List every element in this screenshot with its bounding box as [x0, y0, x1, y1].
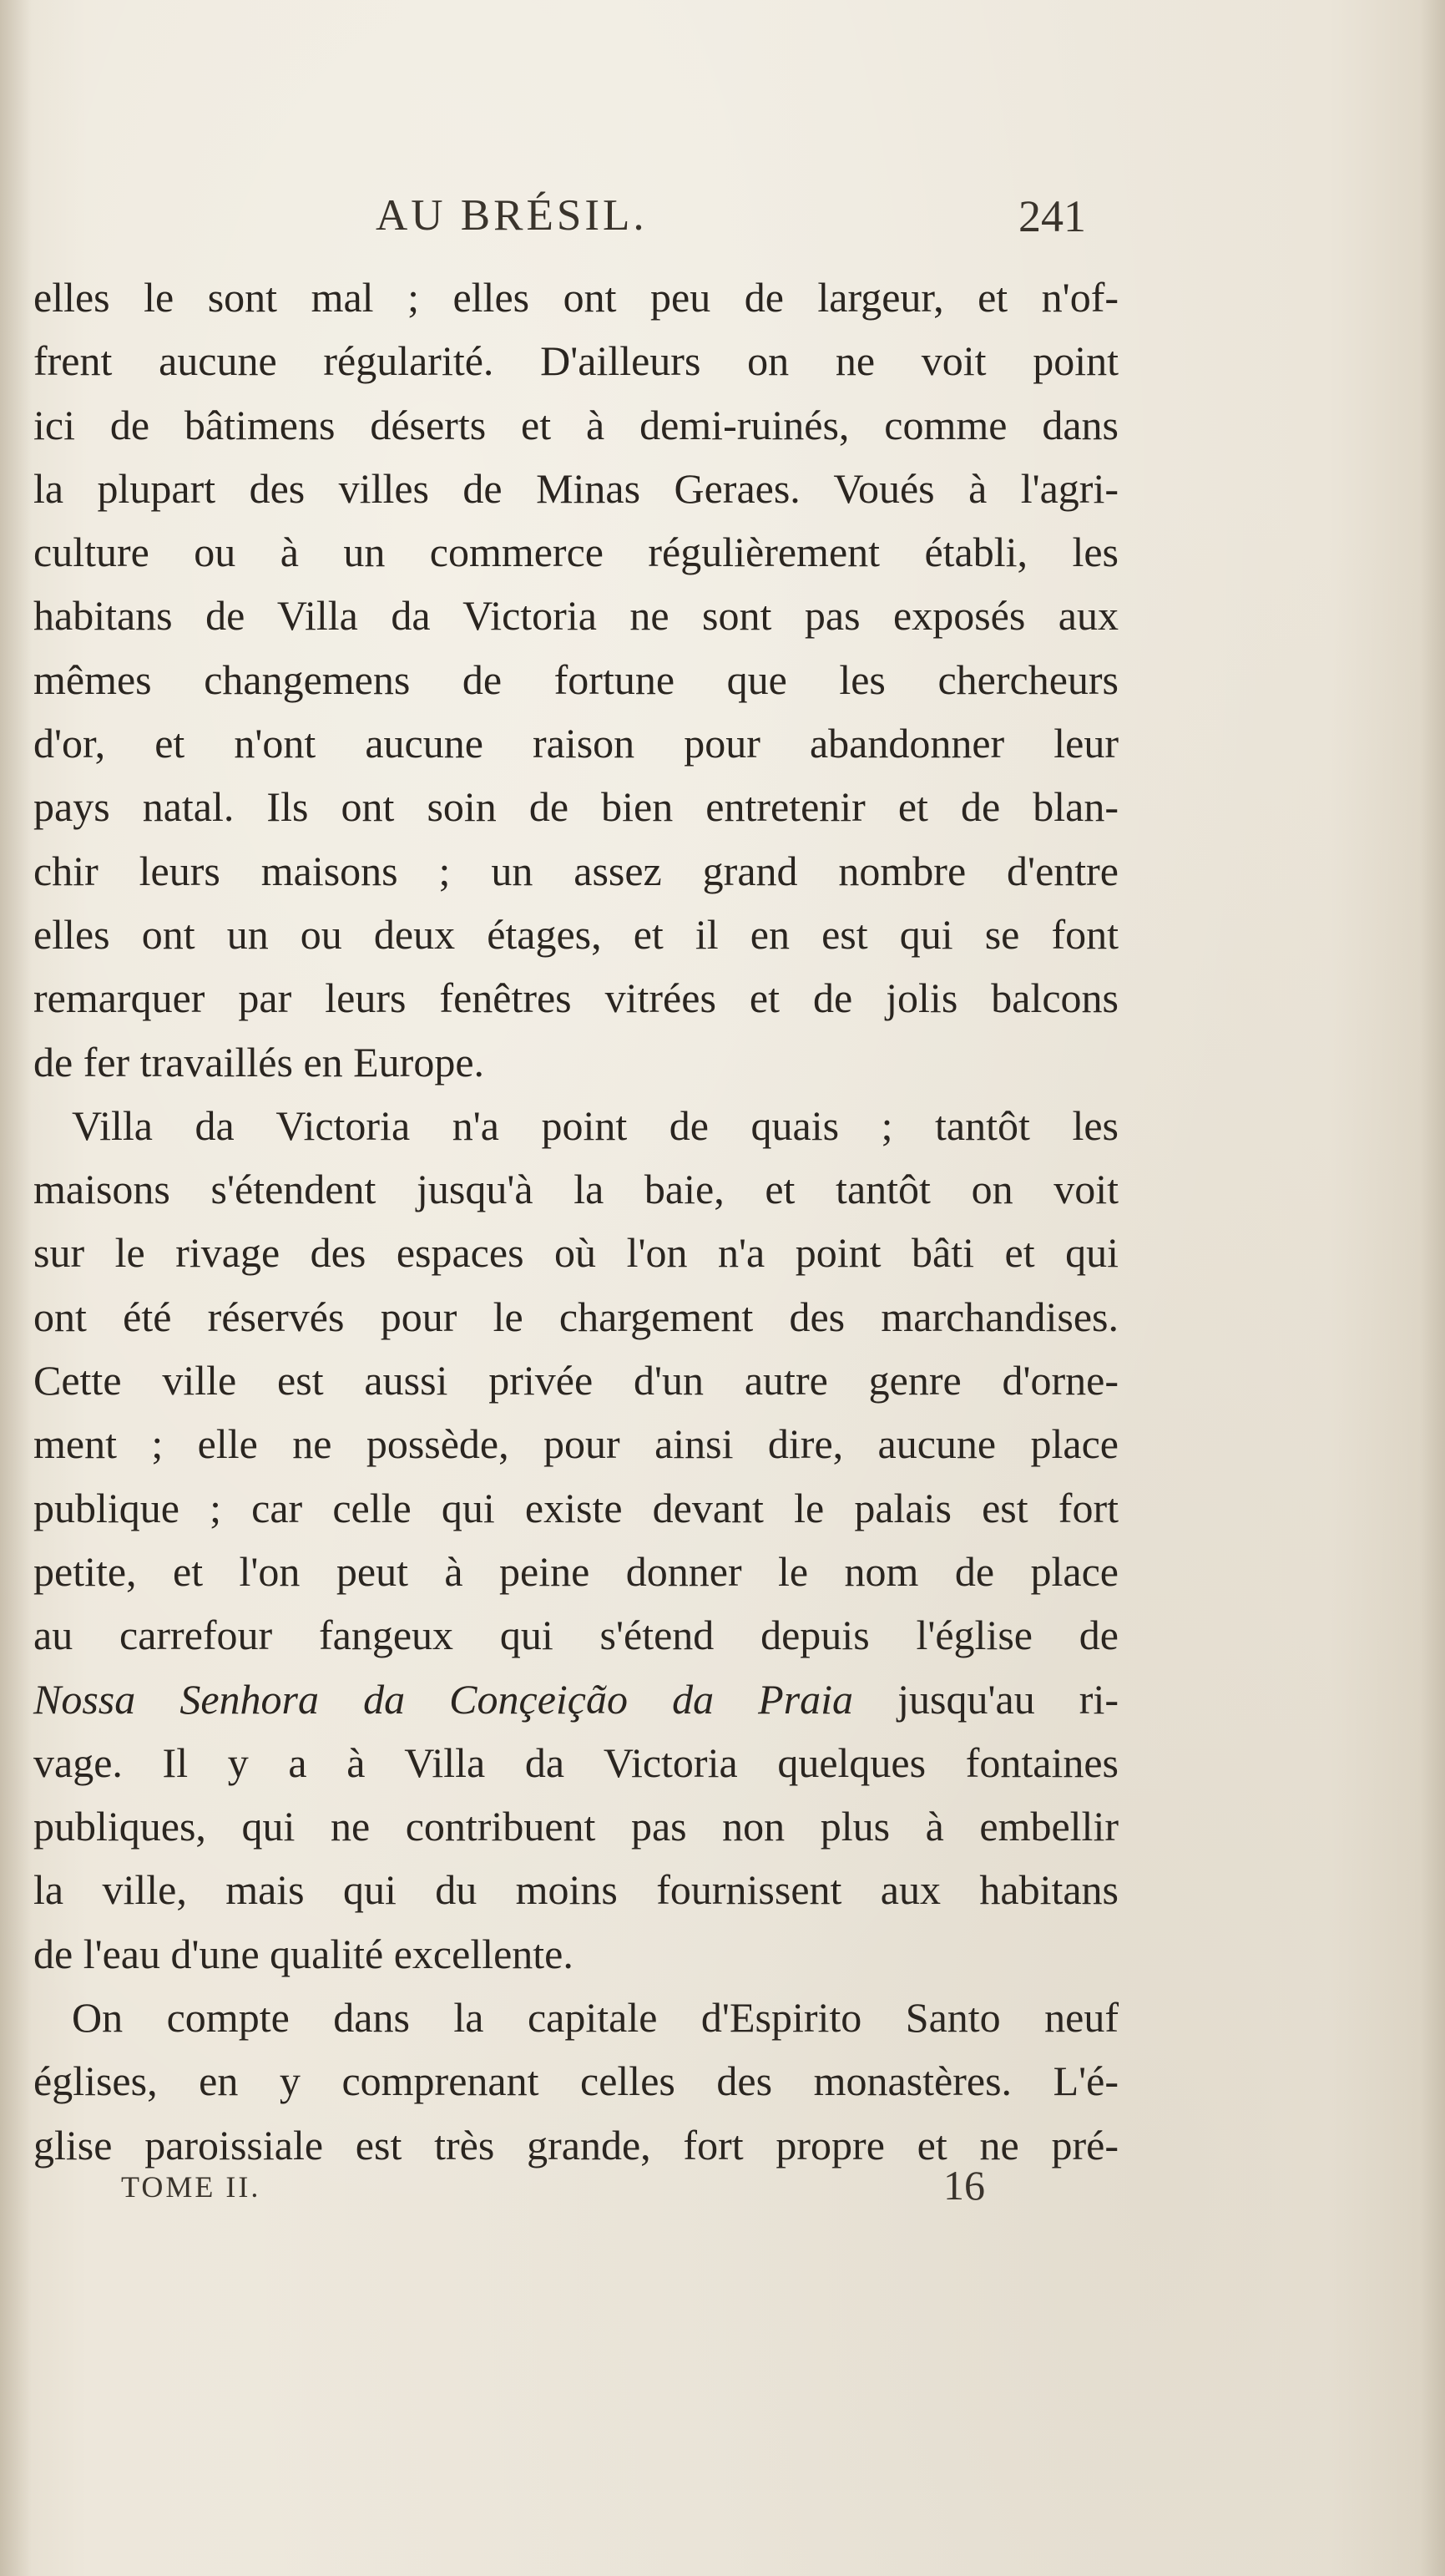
- text-line-paragraph-start: Villa da Victoria n'a point de quais ; tantôt les: [72, 1101, 1119, 1149]
- text-line: vage. Il y a à Villa da Victoria quelques fontaines: [33, 1738, 1119, 1786]
- text-line: elles ont un ou deux étages, et il en est qui se font: [33, 910, 1119, 958]
- page-number: 241: [1018, 191, 1086, 241]
- italic-church-name: Nossa Senhora da Conçeição da Praia: [33, 1675, 854, 1723]
- italic-line-rest: jusqu'au ri-: [853, 1675, 1119, 1723]
- text-line: petite, et l'on peut à peine donner le nom de place: [33, 1547, 1119, 1595]
- text-line: sur le rivage des espaces où l'on n'a point bâti et qui: [33, 1229, 1119, 1277]
- text-line: culture ou à un commerce régulièrement établi, les: [33, 529, 1119, 576]
- text-line: Cette ville est aussi privée d'un autre genre d'orne-: [33, 1357, 1119, 1404]
- text-line-with-italic: [33, 1668, 1119, 1731]
- text-line: d'or, et n'ont aucune raison pour abandonner leur: [33, 720, 1119, 767]
- text-line: la ville, mais qui du moins fournissent aux habitans: [33, 1866, 1119, 1914]
- text-line-paragraph-start: On compte dans la capitale d'Espirito Santo neuf: [72, 1994, 1119, 2042]
- signature-number: 16: [943, 2162, 985, 2209]
- text-line: habitans de Villa da Victoria ne sont pas exposés aux: [33, 592, 1119, 640]
- text-line: pays natal. Ils ont soin de bien entretenir et de blan-: [33, 783, 1119, 831]
- text-line-paragraph-end: de fer travaillés en Europe.: [33, 1038, 485, 1086]
- running-title: AU BRÉSIL.: [376, 191, 648, 240]
- text-line: elles le sont mal ; elles ont peu de largeur, et n'of-: [33, 274, 1119, 321]
- text-line: ment ; elle ne possède, pour ainsi dire, aucune place: [33, 1420, 1119, 1468]
- text-line-paragraph-end: de l'eau d'une qualité excellente.: [33, 1930, 573, 1977]
- text-line: églises, en y comprenant celles des monastères. L'é-: [33, 2057, 1119, 2105]
- text-line: au carrefour fangeux qui s'étend depuis l'église de: [33, 1612, 1119, 1659]
- body-text: [33, 266, 1119, 2177]
- text-line: la plupart des villes de Minas Geraes. Voués à l'agri-: [33, 464, 1119, 512]
- text-line: chir leurs maisons ; un assez grand nombre d'entre: [33, 847, 1119, 894]
- text-line: frent aucune régularité. D'ailleurs on ne voit point: [33, 337, 1119, 385]
- text-line: publiques, qui ne contribuent pas non plus à embellir: [33, 1803, 1119, 1850]
- page-edge-shadow: [1420, 0, 1445, 2576]
- text-line: remarquer par leurs fenêtres vitrées et de jolis balcons: [33, 974, 1119, 1022]
- text-line: maisons s'étendent jusqu'à la baie, et tantôt on voit: [33, 1166, 1119, 1213]
- volume-label: TOME II.: [121, 2170, 261, 2204]
- text-line: mêmes changemens de fortune que les chercheurs: [33, 655, 1119, 703]
- gutter-shadow: [0, 0, 32, 2576]
- text-line: publique ; car celle qui existe devant le palais est fort: [33, 1484, 1119, 1531]
- text-line: glise paroissiale est très grande, fort propre et ne pré-: [33, 2121, 1119, 2169]
- signature-footer: [33, 2161, 1119, 2219]
- text-line: ici de bâtimens déserts et à demi-ruinés, comme dans: [33, 401, 1119, 448]
- running-head: [33, 190, 1119, 249]
- text-line: ont été réservés pour le chargement des marchandises.: [33, 1293, 1119, 1340]
